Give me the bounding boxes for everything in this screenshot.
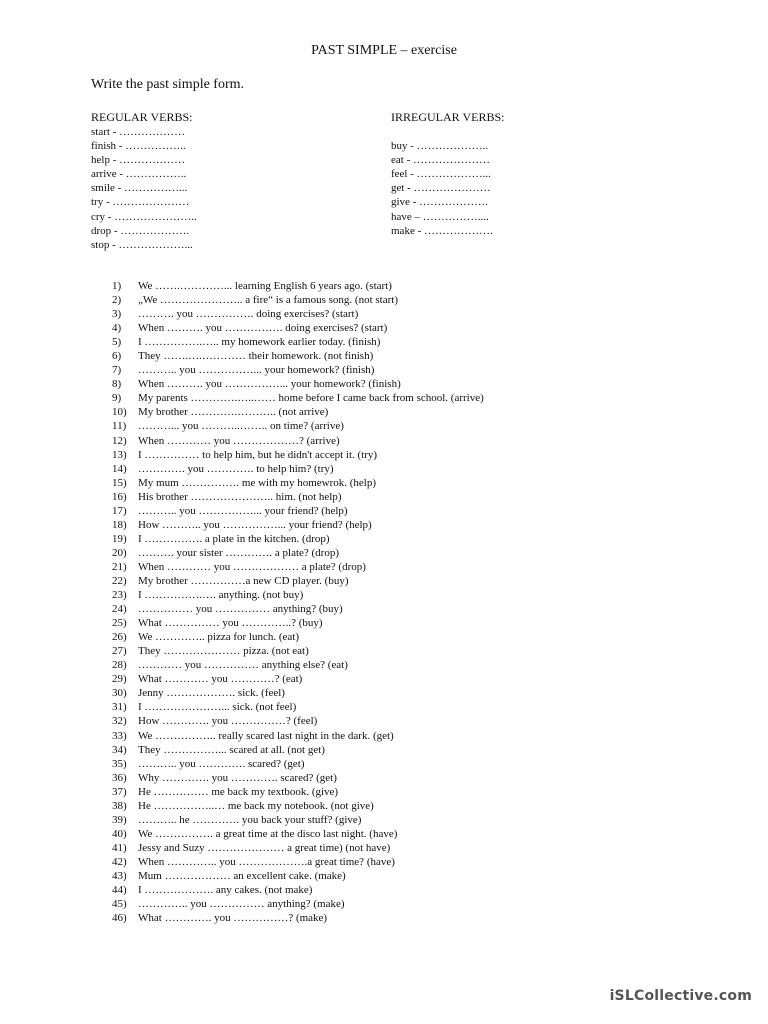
exercise-sentence: When ………… you ………………? (arrive) — [138, 434, 340, 447]
exercise-sentence: ………. you ……………. doing exercises? (start) — [138, 308, 359, 321]
verb-item: stop - ………………... — [91, 238, 193, 251]
regular-verbs-heading: REGULAR VERBS: — [91, 110, 193, 124]
exercise-item — [112, 419, 712, 433]
exercise-number: 29) — [112, 673, 127, 686]
exercise-sentence: My brother ………….……….. (not arrive) — [138, 406, 329, 419]
exercise-item — [112, 883, 712, 897]
exercise-number: 20) — [112, 546, 127, 559]
exercise-item — [112, 630, 712, 644]
exercise-number: 32) — [112, 715, 127, 728]
verb-item: help - ……………… — [91, 154, 186, 167]
exercise-sentence: ………… you …………… anything else? (eat) — [138, 659, 348, 672]
verb-item: give - ………………. — [391, 196, 488, 209]
exercise-sentence: Mum ……………… an excellent cake. (make) — [138, 869, 346, 882]
exercise-item — [112, 462, 712, 476]
exercise-sentence: I ………………. any cakes. (not make) — [138, 884, 313, 897]
exercise-number: 10) — [112, 406, 127, 419]
exercise-sentence: They ……………... scared at all. (not get) — [138, 743, 325, 756]
exercise-sentence: How ……….. you ……………... your friend? (help) — [138, 518, 372, 531]
exercise-sentence: What …………… you …………..? (buy) — [138, 617, 323, 630]
exercise-number: 42) — [112, 855, 127, 868]
exercise-number: 25) — [112, 617, 127, 630]
exercise-sentence: ……….. you ……………... your homework? (finish) — [138, 364, 375, 377]
exercise-number: 46) — [112, 912, 127, 925]
irregular-verbs-list — [391, 139, 504, 238]
exercise-sentence: My parents ………….…..…… home before I came back from school. (arrive) — [138, 392, 484, 405]
exercise-number: 34) — [112, 743, 127, 756]
exercise-sentence: They …….….………… their homework. (not finish) — [138, 350, 374, 363]
exercise-number: 33) — [112, 729, 127, 742]
exercise-sentence: ………. your sister …………. a plate? (drop) — [138, 546, 340, 559]
exercise-number: 12) — [112, 434, 127, 447]
exercise-number: 26) — [112, 631, 127, 644]
exercise-sentence: We ………….. pizza for lunch. (eat) — [138, 631, 299, 644]
exercise-item — [112, 771, 712, 785]
exercise-item — [112, 757, 712, 771]
exercise-number: 38) — [112, 799, 127, 812]
exercise-sentence: Why …………. you …………. scared? (get) — [138, 771, 337, 784]
exercise-sentence: What ………… you …………? (eat) — [138, 673, 303, 686]
exercise-number: 14) — [112, 462, 127, 475]
exercise-item — [112, 349, 712, 363]
exercise-sentence: ……….. he …………. you back your stuff? (give) — [138, 813, 362, 826]
exercise-number: 15) — [112, 476, 127, 489]
exercise-number: 18) — [112, 518, 127, 531]
exercise-item — [112, 490, 712, 504]
exercise-item — [112, 405, 712, 419]
exercise-item — [112, 897, 712, 911]
exercise-number: 37) — [112, 785, 127, 798]
exercise-sentence: When ………… you ……………… a plate? (drop) — [138, 560, 366, 573]
exercise-number: 7) — [112, 364, 122, 377]
exercise-item — [112, 743, 712, 757]
exercise-sentence: I …………… to help him, but he didn't accept it. (try) — [138, 448, 378, 461]
exercise-sentence: ……….. you ……………... your friend? (help) — [138, 504, 348, 517]
exercise-number: 13) — [112, 448, 127, 461]
verb-item: cry - ………………….. — [91, 210, 197, 223]
irregular-spacer — [391, 125, 504, 139]
exercise-item — [112, 518, 712, 532]
verb-item: buy - ……………….. — [391, 140, 489, 153]
exercise-item — [112, 841, 712, 855]
exercise-sentence: He …………… me back my textbook. (give) — [138, 785, 339, 798]
exercise-item — [112, 377, 712, 391]
exercise-sentence: How …………. you ……………? (feel) — [138, 715, 318, 728]
exercise-number: 27) — [112, 645, 127, 658]
exercise-number: 35) — [112, 757, 127, 770]
exercise-number: 22) — [112, 574, 127, 587]
exercise-sentence: When ………. you ……………... your homework? (finish) — [138, 378, 401, 391]
exercise-number: 17) — [112, 504, 127, 517]
verb-item: drop - ………………. — [91, 224, 190, 237]
exercise-number: 1) — [112, 280, 122, 292]
exercise-sentence: My mum ……………. me with my homewrok. (help) — [138, 476, 377, 489]
exercise-item — [112, 658, 712, 672]
exercise-item — [112, 672, 712, 686]
regular-verbs-section — [91, 110, 197, 252]
watermark: iSLCollective.com — [609, 988, 752, 1004]
exercise-item — [112, 476, 712, 490]
exercise-number: 11) — [112, 420, 127, 433]
exercise-sentence: We …….…………... learning English 6 years ago. (start) — [138, 280, 392, 292]
exercise-number: 43) — [112, 869, 127, 882]
exercise-sentence: I …………………... sick. (not feel) — [138, 701, 297, 714]
exercise-sentence: ………….. you …………… anything? (make) — [138, 898, 345, 911]
exercise-sentence: I …………….…. anything. (not buy) — [138, 589, 304, 602]
exercise-number: 6) — [112, 350, 122, 363]
verb-item: finish - …………….. — [91, 140, 186, 153]
exercise-number: 8) — [112, 378, 122, 391]
verb-item: smile - ……………... — [91, 182, 188, 195]
exercise-number: 30) — [112, 687, 127, 700]
exercise-number: 24) — [112, 603, 127, 616]
exercise-item — [112, 546, 712, 560]
exercise-item — [112, 307, 712, 321]
exercise-item — [112, 616, 712, 630]
verb-item: get - ………………… — [391, 182, 491, 195]
irregular-verbs-section — [391, 110, 504, 238]
exercise-sentence: I …………….….. my homework earlier today. (finish) — [138, 336, 381, 349]
exercise-number: 36) — [112, 771, 127, 784]
exercise-item — [112, 602, 712, 616]
exercise-item — [112, 911, 712, 925]
exercise-sentence: What …………. you ……………? (make) — [138, 912, 328, 925]
exercise-sentence: We …………….. really scared last night in the dark. (get) — [138, 729, 394, 742]
exercise-sentence: Jenny ………………. sick. (feel) — [138, 687, 285, 700]
exercise-sentence: „We ………………….. a fire“ is a famous song. (not start) — [138, 294, 398, 307]
verb-item: arrive - …………….. — [91, 168, 187, 181]
irregular-verbs-heading: IRREGULAR VERBS: — [391, 110, 505, 124]
exercise-sentence: He ……………..… me back my notebook. (not give) — [138, 799, 374, 812]
exercise-item — [112, 335, 712, 349]
exercise-sentence: We ……………. a great time at the disco last night. (have) — [138, 827, 398, 840]
verb-item: feel - ………………... — [391, 168, 491, 181]
verb-item: make - ………………. — [391, 224, 493, 237]
exercise-sentence: They ………………… pizza. (not eat) — [138, 645, 309, 658]
exercise-number: 28) — [112, 659, 127, 672]
exercise-item — [112, 560, 712, 574]
exercise-item — [112, 363, 712, 377]
exercise-sentence: …………. you …………. to help him? (try) — [138, 462, 334, 475]
exercise-sentence: His brother ………………….. him. (not help) — [138, 490, 342, 503]
exercise-item — [112, 813, 712, 827]
exercise-item — [112, 532, 712, 546]
exercise-item — [112, 686, 712, 700]
exercise-number: 19) — [112, 532, 127, 545]
exercise-number: 3) — [112, 308, 122, 321]
exercise-sentence: My brother ……………a new CD player. (buy) — [138, 574, 349, 587]
page-title: PAST SIMPLE – exercise — [311, 43, 457, 58]
exercise-item — [112, 434, 712, 448]
exercise-number: 40) — [112, 827, 127, 840]
exercise-number: 39) — [112, 813, 127, 826]
exercise-item — [112, 855, 712, 869]
exercise-item — [112, 799, 712, 813]
exercise-number: 41) — [112, 841, 127, 854]
exercise-number: 21) — [112, 560, 127, 573]
exercise-number: 31) — [112, 701, 127, 714]
instruction-text: Write the past simple form. — [91, 77, 245, 92]
exercise-item — [112, 321, 712, 335]
exercise-sentence: When ………. you ……………. doing exercises? (start) — [138, 322, 388, 335]
exercise-item — [112, 700, 712, 714]
exercise-number: 45) — [112, 898, 127, 911]
verb-item: try - ………………… — [91, 196, 190, 209]
exercise-number: 16) — [112, 490, 127, 503]
exercise-item — [112, 785, 712, 799]
exercise-list — [112, 279, 712, 925]
exercise-item — [112, 293, 712, 307]
exercise-item — [112, 448, 712, 462]
exercise-item — [112, 714, 712, 728]
exercise-sentence: I ……………. a plate in the kitchen. (drop) — [138, 532, 330, 545]
regular-verbs-list — [91, 125, 197, 252]
exercise-number: 9) — [112, 392, 122, 405]
verb-item: have – …………….... — [391, 210, 489, 223]
exercise-number: 5) — [112, 336, 122, 349]
verb-item: eat - ………………… — [391, 154, 490, 167]
exercise-sentence: ……….. you …………. scared? (get) — [138, 757, 305, 770]
exercise-number: 4) — [112, 322, 122, 335]
exercise-item — [112, 729, 712, 743]
exercise-item — [112, 279, 712, 293]
exercise-sentence: …………… you …………… anything? (buy) — [138, 603, 343, 616]
exercise-item — [112, 574, 712, 588]
exercise-sentence: When ………….. you ……………….a great time? (have) — [138, 855, 395, 868]
exercise-item — [112, 504, 712, 518]
verb-item: start - ……………… — [91, 126, 186, 138]
exercise-number: 44) — [112, 884, 127, 897]
exercise-item — [112, 827, 712, 841]
exercise-item — [112, 391, 712, 405]
exercise-number: 2) — [112, 294, 122, 307]
exercise-number: 23) — [112, 589, 127, 602]
exercise-item — [112, 644, 712, 658]
exercise-sentence: Jessy and Suzy ………………… a great time) (not have) — [138, 841, 391, 854]
exercise-item — [112, 588, 712, 602]
exercise-sentence: ………... you ………..…….. on time? (arrive) — [138, 420, 344, 433]
exercise-item — [112, 869, 712, 883]
